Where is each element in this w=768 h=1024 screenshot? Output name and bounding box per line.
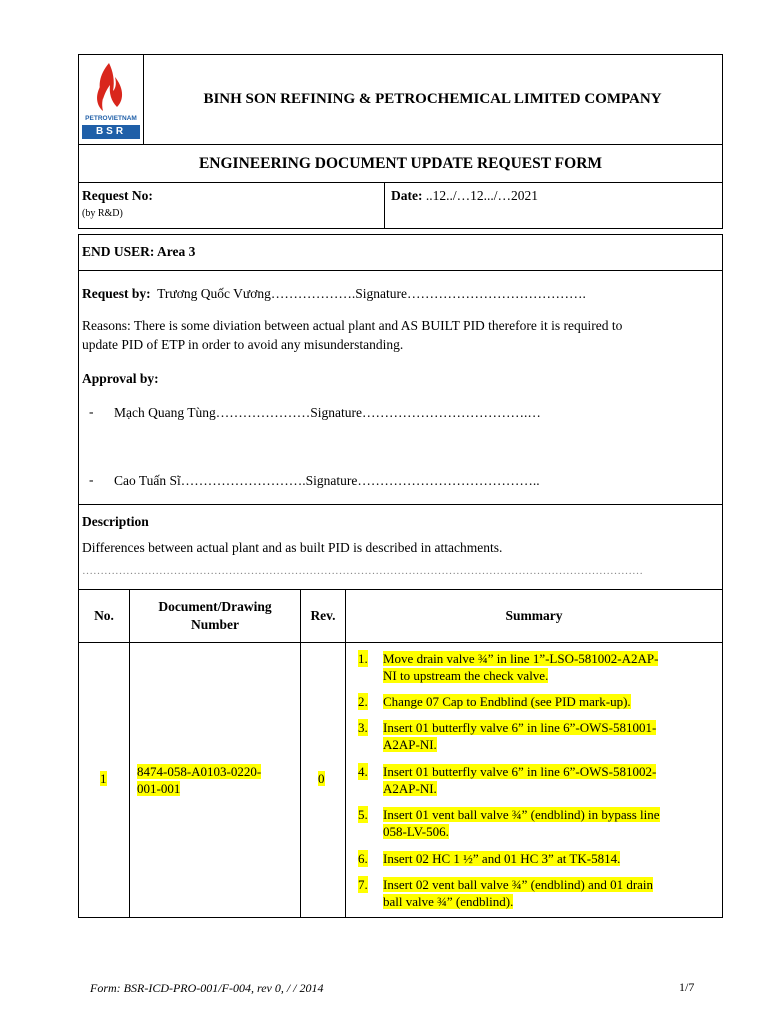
summary-item-text: Insert 02 HC 1 ½” and 01 HC 3” at TK-5814. [383, 851, 621, 866]
summary-item-number: 6. [358, 851, 368, 866]
company-logo [79, 55, 144, 144]
form-title-box [78, 144, 723, 183]
col-header-no: No. [94, 608, 114, 623]
summary-item [358, 693, 718, 711]
col-header-rev: Rev. [310, 608, 336, 623]
reasons-line2: update PID of ETP in order to avoid any misunderstanding. [82, 337, 404, 352]
summary-item [358, 806, 718, 842]
summary-item [358, 719, 718, 755]
approver-2: Cao Tuấn Sĩ……………………….Signature………………………………….. [114, 473, 540, 488]
description-dots: ……………………………………………………………………………………………………………………………………… [82, 565, 643, 577]
page-number: 1/7 [679, 980, 695, 994]
summary-item-number: 7. [358, 877, 368, 892]
summary-item-text: Move drain valve ¾” in line 1”-LSO-581002-A2AP- [383, 651, 659, 666]
summary-item-text: Insert 01 butterfly valve 6” in line 6”-OWS-581001- [383, 720, 657, 735]
request-no-sub: (by R&D) [82, 208, 123, 219]
row-rev-value: 0 [318, 771, 325, 786]
logo-text: PETROVIETNAM [85, 115, 137, 122]
end-user: END USER: Area 3 [82, 244, 196, 259]
request-by-value: Trương Quốc Vương……………….Signature…………………………………. [157, 286, 586, 301]
summary-item-text: A2AP-NI. [383, 737, 437, 752]
date-field [391, 188, 538, 204]
footer-form-ref: Form: BSR-ICD-PRO-001/F-004, rev 0, / / 2014 [90, 981, 324, 995]
request-by [82, 286, 586, 302]
row-document-number [137, 763, 261, 797]
date-value: ..12../…12.../…2021 [422, 188, 538, 203]
description-label: Description [82, 514, 149, 529]
summary-item [358, 850, 718, 868]
table-row [100, 771, 107, 787]
approval-label: Approval by: [82, 371, 159, 386]
summary-item-text: Insert 01 butterfly valve 6” in line 6”-OWS-581002- [383, 764, 657, 779]
approver-bullet: - [89, 472, 94, 487]
summary-item [358, 763, 718, 799]
request-no-label: Request No: [82, 188, 153, 203]
col-header-document-line1: Document/Drawing [158, 599, 272, 614]
request-box [78, 182, 723, 229]
col-header-document [130, 598, 300, 634]
row-document-line2: 001-001 [137, 781, 181, 796]
logo-abbr: BSR [82, 125, 140, 139]
row-rev [318, 771, 325, 787]
summary-item-text: ball valve ¾” (endblind). [383, 894, 514, 909]
company-name: BINH SON REFINING & PETROCHEMICAL LIMITED COMPANY [203, 91, 662, 107]
reasons-line1: Reasons: There is some diviation between actual plant and AS BUILT PID therefore it is required to [82, 318, 623, 333]
approver-1: Mạch Quang Tùng…………………Signature……………………………….… [114, 405, 541, 420]
date-label: Date: [391, 188, 423, 203]
header-box [78, 54, 723, 145]
summary-item-text: NI to upstream the check valve. [383, 668, 549, 683]
summary-item-number: 1. [358, 651, 368, 666]
col-header-summary: Summary [505, 608, 563, 623]
form-title: ENGINEERING DOCUMENT UPDATE REQUEST FORM [198, 155, 603, 172]
summary-item-text: Insert 01 vent ball valve ¾” (endblind) in bypass line [383, 807, 660, 822]
main-box [78, 234, 723, 590]
description-text: Differences between actual plant and as built PID is described in attachments. [82, 540, 503, 555]
summary-item-text: Insert 02 vent ball valve ¾” (endblind) and 01 drain [383, 877, 654, 892]
summary-item-number: 2. [358, 694, 368, 709]
summary-item [358, 876, 718, 912]
summary-item-number: 4. [358, 764, 368, 779]
summary-item-text: A2AP-NI. [383, 781, 437, 796]
summary-item-text: Change 07 Cap to Endblind (see PID mark-up). [383, 694, 631, 709]
summary-item-number: 5. [358, 807, 368, 822]
col-header-document-line2: Number [191, 617, 239, 632]
summary-item-number: 3. [358, 720, 368, 735]
summary-item-text: 058-LV-506. [383, 824, 449, 839]
row-no: 1 [100, 771, 107, 786]
request-by-label: Request by: [82, 286, 151, 301]
approver-bullet: - [89, 404, 94, 419]
summary-item [358, 650, 718, 686]
row-document-line1: 8474-058-A0103-0220- [137, 764, 262, 779]
